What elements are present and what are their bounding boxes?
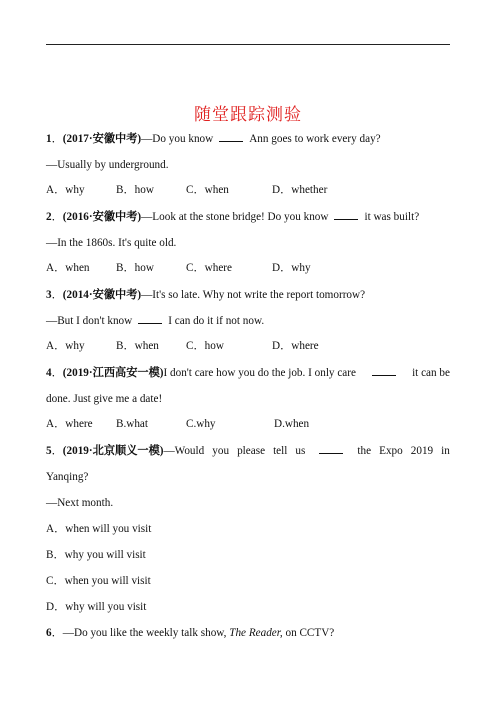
option-a: A．when will you visit bbox=[46, 523, 152, 535]
option-b: B．how bbox=[116, 262, 154, 274]
question-source: (2019·江西高安一模) bbox=[62, 367, 164, 379]
option-d: D．why bbox=[272, 262, 311, 274]
question-text-cont: Ann goes to work every day? bbox=[249, 133, 381, 145]
question-2-reply: —In the 1860s. It's quite old. bbox=[46, 237, 177, 249]
question-word: us bbox=[295, 445, 306, 457]
question-text-cont: on CCTV? bbox=[285, 627, 335, 639]
answer-blank bbox=[319, 444, 343, 454]
reply-text-cont: I can do it if not now. bbox=[168, 315, 265, 327]
page-title: 随堂跟踪测验 bbox=[194, 105, 302, 125]
question-text: —It's so late. Why not write the report tomorrow? bbox=[141, 289, 366, 301]
question-word: —Would bbox=[163, 445, 205, 457]
option-a: A．where bbox=[46, 418, 93, 430]
answer-blank bbox=[334, 210, 358, 220]
question-number: 1 bbox=[46, 133, 52, 145]
question-3: 3．(2014·安徽中考)—It's so late. Why not write the report tomorrow? bbox=[46, 289, 366, 301]
reply-text: —But I don't know bbox=[46, 315, 133, 327]
option-d: D．whether bbox=[272, 184, 328, 196]
option-d: D．why will you visit bbox=[46, 601, 147, 613]
question-6: 6．—Do you like the weekly talk show, The Reader, on CCTV? bbox=[46, 627, 335, 639]
option-c: C.why bbox=[186, 418, 216, 430]
question-word: the bbox=[357, 445, 372, 457]
question-4-options bbox=[46, 417, 309, 431]
header-rule bbox=[46, 44, 450, 45]
question-text: —Look at the stone bridge! Do you know bbox=[141, 211, 329, 223]
answer-blank bbox=[219, 132, 243, 142]
question-1-options bbox=[46, 183, 327, 197]
option-b: B．how bbox=[116, 184, 154, 196]
answer-blank bbox=[138, 314, 162, 324]
option-a: A．why bbox=[46, 340, 85, 352]
question-3-options bbox=[46, 339, 319, 353]
question-source: (2016·安徽中考) bbox=[62, 211, 142, 223]
question-text-cont: it can be bbox=[412, 367, 450, 379]
option-a: A．why bbox=[46, 184, 85, 196]
question-4-cont: done. Just give me a date! bbox=[46, 393, 163, 405]
question-text: —Do you know bbox=[141, 133, 214, 145]
option-c: C．when you will visit bbox=[46, 575, 151, 587]
show-title: The Reader, bbox=[229, 627, 283, 639]
question-source: (2019·北京顺义一模) bbox=[62, 445, 164, 457]
question-word: you bbox=[212, 445, 230, 457]
question-number: 3 bbox=[46, 289, 52, 301]
question-word: tell bbox=[273, 445, 288, 457]
option-b: B．when bbox=[116, 340, 159, 352]
question-1-reply: —Usually by underground. bbox=[46, 159, 169, 171]
option-d: D.when bbox=[274, 418, 310, 430]
question-3-reply bbox=[46, 314, 264, 328]
question-2: 2．(2016·安徽中考)—Look at the stone bridge! Do you know it was built? bbox=[46, 211, 420, 223]
question-source: (2014·安徽中考) bbox=[62, 289, 142, 301]
question-source: (2017·安徽中考) bbox=[62, 133, 142, 145]
question-word: Expo bbox=[379, 445, 403, 457]
question-number: 4 bbox=[46, 367, 52, 379]
option-c: C．how bbox=[186, 340, 224, 352]
question-5: 5．(2019·北京顺义一模)—Would you please tell us the Expo 2019 in bbox=[46, 445, 450, 457]
question-number: 2 bbox=[46, 211, 52, 223]
question-text-cont: it was built? bbox=[364, 211, 420, 223]
question-number: 6 bbox=[46, 627, 52, 639]
option-d: D．where bbox=[272, 340, 319, 352]
option-b: B．why you will visit bbox=[46, 549, 146, 561]
option-c: C．where bbox=[186, 262, 232, 274]
question-word: please bbox=[237, 445, 266, 457]
answer-blank bbox=[372, 366, 396, 376]
question-number: 5 bbox=[46, 445, 52, 457]
question-text: —Do you like the weekly talk show, bbox=[62, 627, 227, 639]
option-a: A．when bbox=[46, 262, 90, 274]
question-text: I don't care how you do the job. I only care bbox=[163, 367, 356, 379]
option-b: B.what bbox=[116, 418, 149, 430]
question-5-reply: —Next month. bbox=[46, 497, 114, 509]
question-1: 1．(2017·安徽中考)—Do you know Ann goes to work every day? bbox=[46, 133, 381, 145]
question-word: 2019 bbox=[410, 445, 434, 457]
question-5-cont: Yanqing? bbox=[46, 471, 89, 483]
option-c: C．when bbox=[186, 184, 229, 196]
question-word: in bbox=[441, 445, 450, 457]
question-4: 4．(2019·江西高安一模)I don't care how you do the job. I only care it can be bbox=[46, 367, 450, 379]
question-2-options bbox=[46, 261, 311, 275]
